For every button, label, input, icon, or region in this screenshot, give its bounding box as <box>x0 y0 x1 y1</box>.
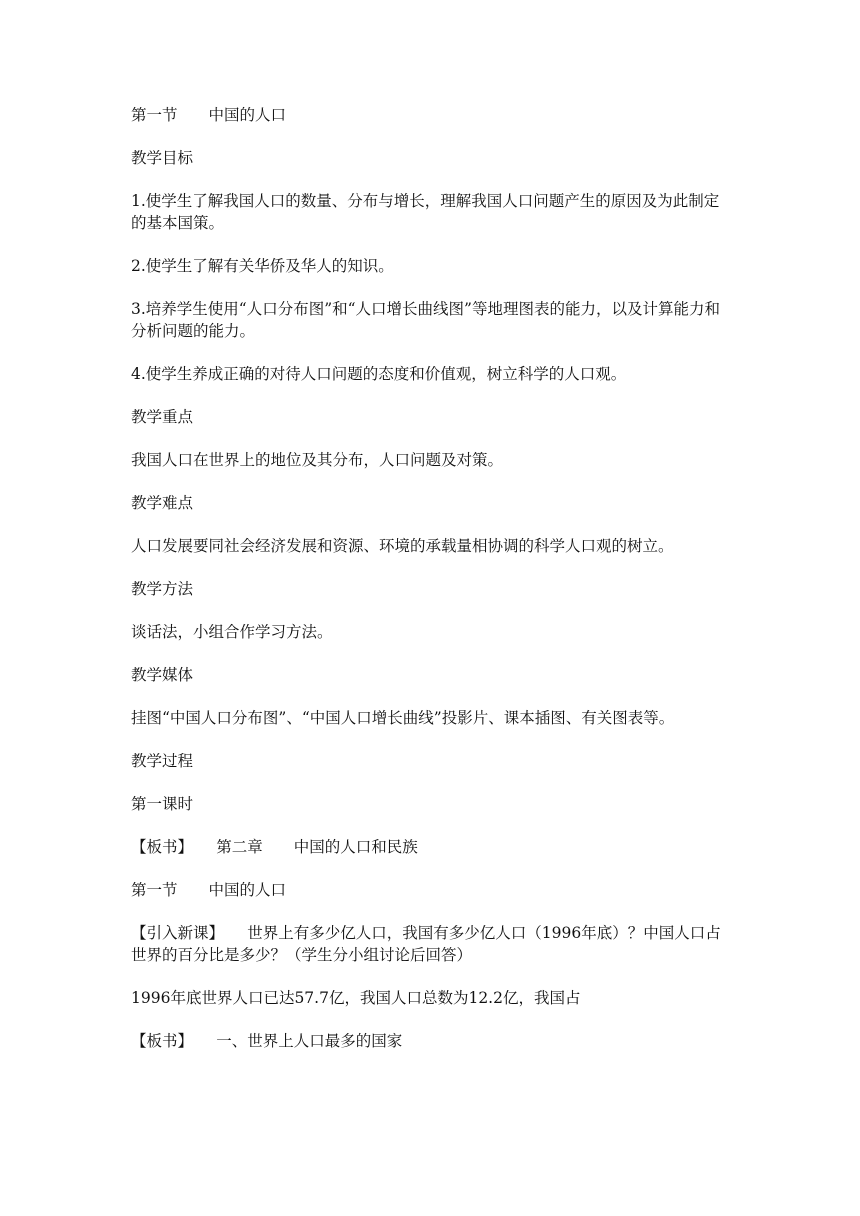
board-note: 【板书】 第二章 中国的人口和民族 <box>131 838 418 856</box>
difficulties-heading: 教学难点 <box>131 494 194 512</box>
media-heading: 教学媒体 <box>131 666 194 684</box>
objective-item: 4.使学生养成正确的对待人口问题的态度和价值观，树立科学的人口观。 <box>131 365 627 383</box>
objective-item: 2.使学生了解有关华侨及华人的知识。 <box>131 257 394 275</box>
lesson-label: 第一课时 <box>131 795 194 813</box>
objective-item: 1.使学生了解我国人口的数量、分布与增长，理解我国人口问题产生的原因及为此制定的基本国策。 <box>131 192 720 232</box>
media-text: 挂图“中国人口分布图”、“中国人口增长曲线”投影片、课本插图、有关图表等。 <box>131 709 675 727</box>
document-title: 第一节 中国的人口 <box>131 106 287 124</box>
methods-text: 谈话法，小组合作学习方法。 <box>131 623 333 641</box>
key-points-heading: 教学重点 <box>131 408 194 426</box>
section-title: 第一节 中国的人口 <box>131 881 287 899</box>
process-heading: 教学过程 <box>131 752 194 770</box>
objective-item: 3.培养学生使用“人口分布图”和“人口增长曲线图”等地理图表的能力，以及计算能力和分析问题的能力。 <box>131 300 720 340</box>
intro-text: 【引入新课】 世界上有多少亿人口，我国有多少亿人口（1996年底）？中国人口占世界的百分比是多少？（学生分小组讨论后回答） <box>131 924 721 964</box>
difficulties-text: 人口发展要同社会经济发展和资源、环境的承载量相协调的科学人口观的树立。 <box>131 537 674 555</box>
objectives-heading: 教学目标 <box>131 149 194 167</box>
board-note: 【板书】 一、世界上人口最多的国家 <box>131 1032 403 1050</box>
key-points-text: 我国人口在世界上的地位及其分布，人口问题及对策。 <box>131 451 504 469</box>
document-page <box>131 104 731 1073</box>
population-fact: 1996年底世界人口已达57.7亿，我国人口总数为12.2亿，我国占 <box>131 989 581 1007</box>
methods-heading: 教学方法 <box>131 580 194 598</box>
